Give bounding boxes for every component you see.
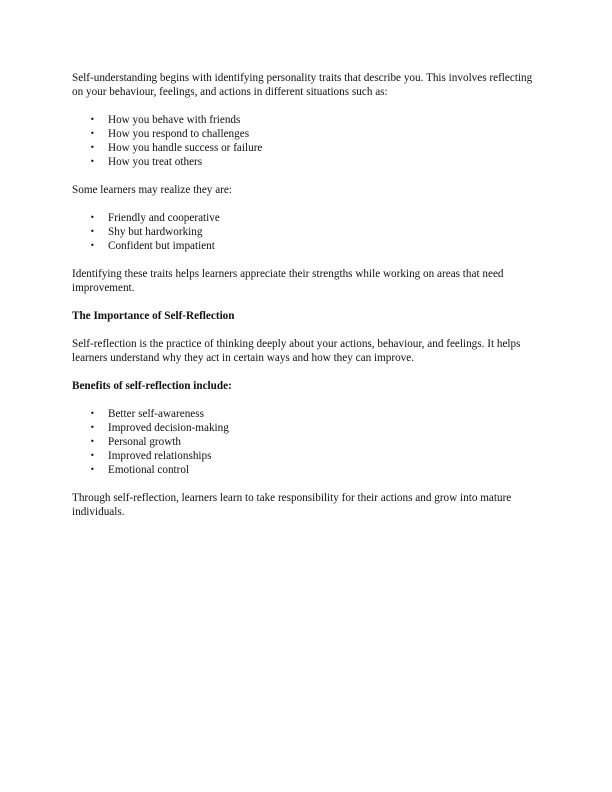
list-item: • How you respond to challenges <box>90 128 250 140</box>
intro-paragraph: Self-understanding begins with identifying personality traits that describe you. This involves reflecting on your behaviour, feelings, and actions in different situations such as: <box>72 72 533 98</box>
bullet-icon: • <box>90 157 95 166</box>
bullet-icon: • <box>90 213 95 222</box>
bullet-icon: • <box>90 423 95 432</box>
benefits-list <box>72 407 542 477</box>
list-item: • Friendly and cooperative <box>90 212 220 224</box>
benefits-heading: Benefits of self-reflection include: <box>72 380 232 392</box>
situations-list <box>72 113 542 169</box>
reflection-paragraph: Self-reflection is the practice of thinking deeply about your actions, behaviour, and feelings. It helps learners understand why they act in certain ways and how they can improve. <box>72 338 521 364</box>
list-item: • Shy but hardworking <box>90 226 203 238</box>
conclusion-paragraph: Through self-reflection, learners learn to take responsibility for their actions and grow into mature individuals. <box>72 492 512 518</box>
list-item: • Better self-awareness <box>90 408 204 420</box>
document-body <box>72 71 542 533</box>
list-item: • Improved relationships <box>90 450 212 462</box>
realize-paragraph: Some learners may realize they are: <box>72 184 232 196</box>
traits-list <box>72 211 542 253</box>
bullet-icon: • <box>90 241 95 250</box>
list-item: • Improved decision-making <box>90 422 229 434</box>
list-item: • How you treat others <box>90 156 203 168</box>
bullet-icon: • <box>90 451 95 460</box>
list-item: • How you handle success or failure <box>90 142 263 154</box>
identifying-paragraph: Identifying these traits helps learners appreciate their strengths while working on areas that need improvement. <box>72 268 504 294</box>
list-item: • Confident but impatient <box>90 240 215 252</box>
section-heading: The Importance of Self-Reflection <box>72 310 235 322</box>
bullet-icon: • <box>90 143 95 152</box>
bullet-icon: • <box>90 409 95 418</box>
list-item: • Personal growth <box>90 436 182 448</box>
bullet-icon: • <box>90 115 95 124</box>
list-item: • Emotional control <box>90 464 190 476</box>
bullet-icon: • <box>90 465 95 474</box>
bullet-icon: • <box>90 129 95 138</box>
bullet-icon: • <box>90 437 95 446</box>
bullet-icon: • <box>90 227 95 236</box>
list-item: • How you behave with friends <box>90 114 241 126</box>
